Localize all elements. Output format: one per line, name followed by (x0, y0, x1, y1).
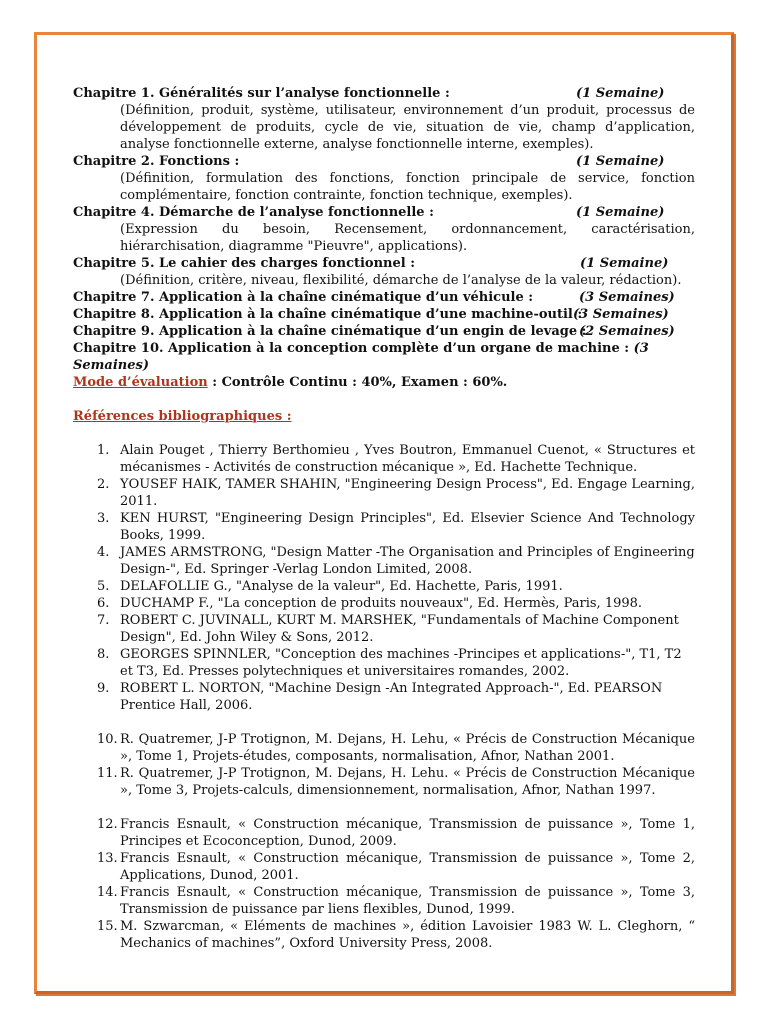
list-item (73, 595, 695, 612)
reference-text: YOUSEF HAIK, TAMER SHAHIN, "Engineering Design Process", Ed. Engage Learning, 2011. (120, 477, 695, 509)
chapter-duration: (3 Semaines) (73, 341, 649, 373)
chapter-7-heading (73, 289, 695, 306)
reference-text: M. Szwarcman, « Eléments de machines », édition Lavoisier 1983 W. L. Cleghorn, “ Mechanics of machines”, Oxford University Press, 2008. (120, 919, 695, 951)
reference-text: KEN HURST, "Engineering Design Principles", Ed. Elsevier Science And Technology Books, 1999. (120, 511, 695, 543)
list-item (73, 442, 695, 476)
chapter-5-description: (Définition, critère, niveau, flexibilité, démarche de l’analyse de la valeur, rédaction). (120, 273, 682, 288)
chapter-title: Chapitre 8. Application à la chaîne cinématique d’une machine-outil : (73, 307, 583, 322)
reference-number: 7. (97, 613, 110, 628)
chapter-2-description: (Définition, formulation des fonctions, fonction principale de service, fonction complémentaire, fonction contrainte, fonction technique, exemples). (120, 171, 695, 203)
list-item (73, 578, 695, 595)
reference-number: 13. (97, 851, 118, 866)
reference-number: 2. (97, 477, 110, 492)
list-item (73, 544, 695, 578)
reference-number: 6. (97, 596, 110, 611)
list-item (73, 816, 695, 850)
document-body (73, 85, 695, 952)
reference-number: 3. (97, 511, 110, 526)
chapter-duration: (1 Semaine) (576, 205, 665, 220)
reference-number: 14. (97, 885, 118, 900)
chapter-5-heading (73, 255, 695, 272)
reference-number: 10. (97, 732, 118, 747)
chapter-title: Chapitre 10. Application à la conception complète d’un organe de machine : (73, 341, 630, 356)
reference-number: 4. (97, 545, 110, 560)
reference-text: Francis Esnault, « Construction mécanique, Transmission de puissance », Tome 1, Principes et Ecoconception, Dunod, 2009. (120, 817, 695, 849)
chapter-title: Chapitre 9. Application à la chaîne cinématique d’un engin de levage : (73, 324, 587, 339)
chapter-duration: (1 Semaine) (580, 256, 669, 271)
reference-number: 15. (97, 919, 118, 934)
chapter-title: Chapitre 4. Démarche de l’analyse fonctionnelle : (73, 205, 434, 220)
reference-text: JAMES ARMSTRONG, "Design Matter -The Organisation and Principles of Engineering Design-", Ed. Springer -Verlag London Limited, 2008. (120, 545, 695, 577)
reference-text: Francis Esnault, « Construction mécanique, Transmission de puissance », Tome 2, Applications, Dunod, 2001. (120, 851, 695, 883)
chapter-title: Chapitre 1. Généralités sur l’analyse fonctionnelle : (73, 86, 450, 101)
chapter-9-heading (73, 323, 695, 340)
chapter-duration: (3 Semaines) (573, 307, 669, 322)
list-item (73, 646, 695, 680)
chapter-4-description: (Expression du besoin, Recensement, ordonnancement, caractérisation, hiérarchisation, diagramme "Pieuvre", applications). (120, 222, 695, 254)
reference-text: ROBERT C. JUVINALL, KURT M. MARSHEK, "Fundamentals of Machine Component Design", Ed. John Wiley & Sons, 2012. (120, 613, 679, 645)
references-heading: Références bibliographiques : (73, 409, 292, 424)
reference-text: DUCHAMP F., "La conception de produits nouveaux", Ed. Hermès, Paris, 1998. (120, 596, 643, 611)
reference-number: 12. (97, 817, 118, 832)
list-spacer (73, 799, 695, 816)
list-item (73, 884, 695, 918)
reference-text: ROBERT L. NORTON, "Machine Design -An Integrated Approach-", Ed. PEARSON Prentice Hall, 2006. (120, 681, 663, 713)
reference-text: GEORGES SPINNLER, "Conception des machines -Principes et applications-", T1, T2 et T3, Ed. Presses polytechniques et universitaires romandes, 2002. (120, 647, 682, 679)
reference-text: Francis Esnault, « Construction mécanique, Transmission de puissance », Tome 3, Transmission de puissance par liens flexibles, Dunod, 1999. (120, 885, 695, 917)
chapter-title: Chapitre 5. Le cahier des charges fonctionnel : (73, 256, 416, 271)
reference-number: 8. (97, 647, 110, 662)
chapter-duration: (2 Semaines) (579, 324, 675, 339)
list-item (73, 850, 695, 884)
evaluation-label: Mode d’évaluation (73, 375, 208, 390)
evaluation-mode (73, 374, 695, 391)
evaluation-separator: : (207, 375, 222, 390)
list-item (73, 680, 695, 714)
list-item (73, 476, 695, 510)
evaluation-text: Contrôle Continu : 40%, Examen : 60%. (221, 375, 508, 390)
reference-number: 9. (97, 681, 110, 696)
chapter-1-heading (73, 85, 695, 102)
reference-text: R. Quatremer, J-P Trotignon, M. Dejans, H. Lehu. « Précis de Construction Mécanique », Tome 3, Projets-calculs, dimensionnement, normalisation, Afnor, Nathan 1997. (120, 766, 695, 798)
chapter-2-heading (73, 153, 695, 170)
chapter-title: Chapitre 2. Fonctions : (73, 154, 240, 169)
chapter-1-description: (Définition, produit, système, utilisateur, environnement d’un produit, processus de développement de produits, cycle de vie, situation de vie, champ d’application, analyse fonctionnelle externe, analyse fonctionnelle interne, exemples). (120, 103, 695, 152)
reference-number: 1. (97, 443, 110, 458)
references-list (73, 442, 695, 952)
chapter-4-heading (73, 204, 695, 221)
chapter-duration: (1 Semaine) (576, 86, 665, 101)
reference-text: R. Quatremer, J-P Trotignon, M. Dejans, H. Lehu, « Précis de Construction Mécanique », Tome 1, Projets-études, composants, normalisation, Afnor, Nathan 2001. (120, 732, 695, 764)
reference-text: Alain Pouget , Thierry Berthomieu , Yves Boutron, Emmanuel Cuenot, « Structures et mécanismes - Activités de construction mécanique », Ed. Hachette Technique. (120, 443, 695, 475)
reference-number: 11. (97, 766, 118, 781)
chapter-8-heading (73, 306, 695, 323)
list-item (73, 612, 695, 646)
chapter-title: Chapitre 7. Application à la chaîne cinématique d’un véhicule : (73, 290, 534, 305)
list-item (73, 731, 695, 765)
list-item (73, 765, 695, 799)
reference-number: 5. (97, 579, 110, 594)
chapter-duration: (3 Semaines) (579, 290, 675, 305)
reference-text: DELAFOLLIE G., "Analyse de la valeur", Ed. Hachette, Paris, 1991. (120, 579, 563, 594)
list-item (73, 918, 695, 952)
list-item (73, 510, 695, 544)
chapter-10-heading (73, 340, 695, 374)
chapter-duration: (1 Semaine) (576, 154, 665, 169)
list-spacer (73, 714, 695, 731)
